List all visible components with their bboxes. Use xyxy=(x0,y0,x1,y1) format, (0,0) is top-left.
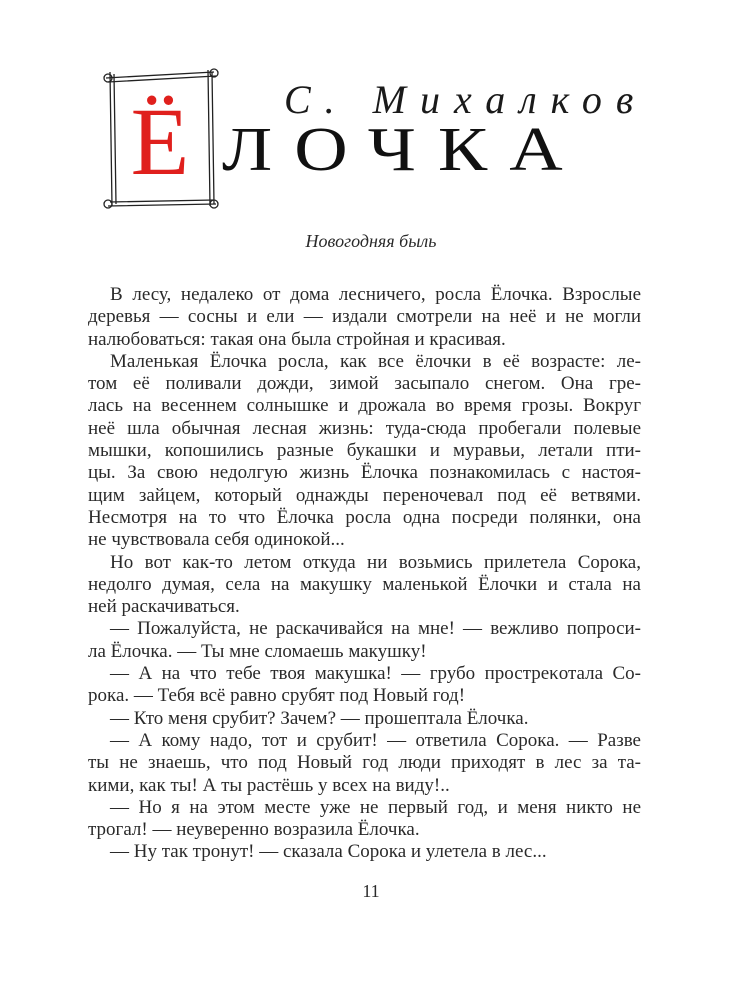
text-line: лась на весеннем солнышке и дрожала во время грозы. Вокруг xyxy=(88,395,641,417)
drop-cap-initial: Ё xyxy=(130,88,190,195)
story-text xyxy=(88,284,641,864)
text-line: ней раскачиваться. xyxy=(88,596,240,618)
story-subtitle: Новогодняя быль xyxy=(305,231,437,251)
text-line: — Пожалуйста, не раскачивайся на мне! — вежливо попроси- xyxy=(110,618,641,640)
initial-letter-frame xyxy=(108,74,212,202)
text-line: цы. За свою недолгую жизнь Ёлочка познакомилась с настоя- xyxy=(88,462,641,484)
text-line: кими, как ты! А ты растёшь у всех на виду!.. xyxy=(88,774,450,796)
text-line: деревья — сосны и ели — издали смотрели на неё и не могли xyxy=(88,306,641,328)
text-line: ты не знаешь, что под Новый год люди приходят в лес за та- xyxy=(88,752,641,774)
text-line: — Но я на этом месте уже не первый год, и меня никто не xyxy=(110,796,641,818)
text-line: щим зайцем, который однажды переночевал под её ветвями. xyxy=(88,484,641,506)
text-line: трогал! — неуверенно возразила Ёлочка. xyxy=(88,819,420,841)
text-line: — Ну так тронут! — сказала Сорока и улетела в лес... xyxy=(110,841,547,863)
page-number: 11 xyxy=(362,881,380,901)
text-line: — А кому надо, тот и срубит! — ответила Сорока. — Разве xyxy=(110,729,641,751)
story-title: ЛОЧКА xyxy=(222,114,585,185)
text-line: не чувствовала себя одинокой... xyxy=(88,529,345,551)
text-line: Маленькая Ёлочка росла, как все ёлочки в её возрасте: ле- xyxy=(110,350,641,372)
text-line: — А на что тебе твоя макушка! — грубо простреκотала Со- xyxy=(110,663,641,685)
text-line: рока. — Тебя всё равно срубят под Новый год! xyxy=(88,685,466,707)
text-line: том её поливали дожди, зимой засыпало снегом. Она гре- xyxy=(88,373,641,395)
text-line: В лесу, недалеко от дома лесничего, росла Ёлочка. Взрослые xyxy=(110,284,641,305)
text-line: — Кто меня срубит? Зачем? — прошептала Ёлочка. xyxy=(110,707,529,729)
text-line: налюбоваться: такая она была стройная и красивая. xyxy=(88,328,506,350)
text-line: неё шла обычная лесная жизнь: туда-сюда пробегали полевые xyxy=(88,417,641,439)
text-line: мышки, копошились разные букашки и муравьи, летали пти- xyxy=(88,440,641,462)
author-name: С. Михалков xyxy=(284,77,648,122)
text-line: Несмотря на то что Ёлочка росла одна посреди полянки, она xyxy=(88,506,641,528)
text-line: ла Ёлочка. — Ты мне сломаешь макушку! xyxy=(88,640,427,662)
text-line: Но вот как-то летом откуда ни возьмись прилетела Сорока, xyxy=(110,551,641,573)
text-line: недолго думая, села на макушку маленькой Ёлочки и стала на xyxy=(88,573,641,595)
